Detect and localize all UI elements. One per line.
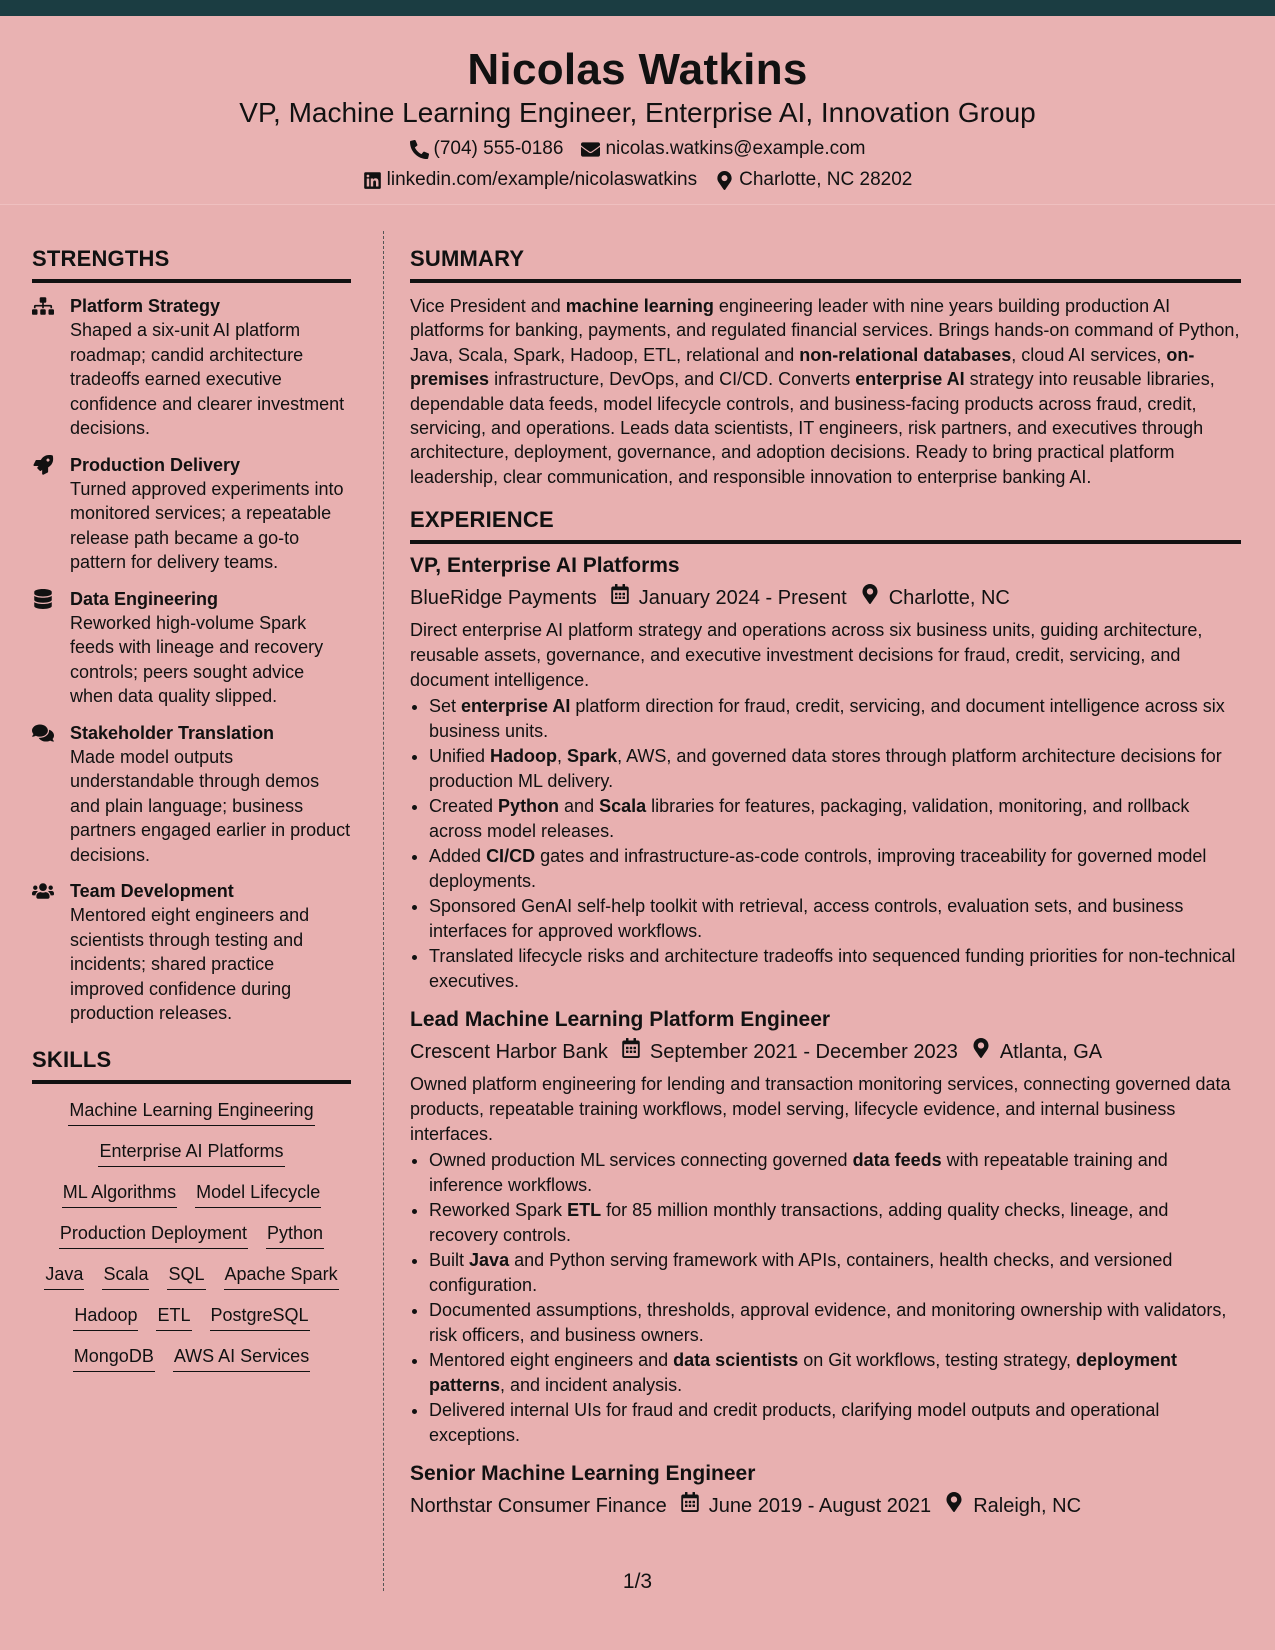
top-accent-bar [0,0,1275,16]
bold-keyword: enterprise AI [461,696,571,717]
map-pin-icon [861,584,879,611]
email-text: nicolas.watkins@example.com [605,138,866,159]
summary-text: Vice President and machine learning engineering leader with nine years building production AI platforms for banking, payments, and regulated financial services. Brings hands-on command of Python, Java, Scala, Spark, Hadoop, ETL, relational and non-relational databases, cloud AI services, on-premises infrastructure, DevOps, and CI/CD. Converts enterprise AI strategy into reusable libraries, dependable data feeds, model lifecycle controls, and business-facing products across fraud, credit, servicing, and operations. Leads data scientists, IT engineers, risk partners, and executives through architecture, deployment, governance, and adoption decisions. Ready to bring practical platform leadership, clear communication, and responsible innovation to enterprise banking AI. [410,296,1240,487]
job-title: VP, Enterprise AI Platforms [410,554,680,578]
location-contact [715,168,912,192]
company-name: Northstar Consumer Finance [410,1494,667,1517]
job-bullet: • Owned production ML services connecting governed data feeds with repeatable training and inference workflows. [429,1148,1241,1197]
left-column [32,245,351,1385]
bold-keyword: data feeds [852,1150,942,1171]
skill-tag: ETL [156,1303,191,1331]
skills-heading: SKILLS [32,1046,351,1084]
strength-item [32,721,351,868]
bold-keyword: ETL [567,1200,602,1221]
map-pin-icon [945,1492,963,1519]
map-pin-icon [715,171,734,190]
job-meta [410,584,1241,611]
calendar-icon [622,1038,640,1065]
job-entry [410,1006,1241,1447]
job-company [410,585,597,611]
skills-list [32,1098,351,1372]
bold-keyword: Hadoop [490,746,558,767]
job-meta [410,1492,1241,1519]
bold-keyword: Java [469,1250,510,1271]
skill-tag: Model Lifecycle [195,1180,321,1208]
skill-tag: MongoDB [73,1344,155,1372]
email-contact[interactable] [581,137,865,161]
phone-text: (704) 555-0186 [433,138,564,159]
skill-row [32,1180,351,1208]
job-bullet: • Delivered internal UIs for fraud and credit products, clarifying model outputs and operational exceptions. [429,1398,1241,1447]
job-meta [410,1038,1241,1065]
skill-tag: Hadoop [73,1303,138,1331]
skill-row [32,1344,351,1372]
right-column [410,245,1241,1532]
skill-tag: SQL [167,1262,205,1290]
skill-tag: Apache Spark [224,1262,339,1290]
skill-tag: AWS AI Services [173,1344,310,1372]
linkedin-contact[interactable] [363,168,697,192]
location-text: Charlotte, NC [888,586,1010,609]
job-dates [611,584,847,611]
bold-keyword: Spark [567,746,618,767]
skill-row [32,1139,351,1167]
bold-keyword: non-relational databases [799,344,1012,365]
candidate-title: VP, Machine Learning Engineer, Enterprise AI, Innovation Group [239,97,1036,128]
bold-keyword: deployment patterns [429,1350,1178,1395]
job-bullets [410,694,1241,993]
strength-description: Reworked high-volume Spark feeds with lineage and recovery controls; peers sought advice when data quality slipped. [70,612,324,706]
skill-tag: Machine Learning Engineering [68,1098,314,1126]
job-company [410,1039,608,1065]
bold-keyword: Python [498,796,560,817]
page-number: 1/3 [622,1570,653,1593]
strength-item [32,587,351,709]
skill-tag: Scala [102,1262,149,1290]
skill-row [32,1262,351,1290]
summary-heading: SUMMARY [410,245,1241,283]
job-bullet: • Documented assumptions, thresholds, approval evidence, and monitoring ownership with validators, risk officers, and business owners. [429,1298,1241,1347]
bold-keyword: on-premises [410,344,1195,390]
skill-tag: Java [44,1262,84,1290]
job-bullet: • Mentored eight engineers and data scientists on Git workflows, testing strategy, deployment patterns, and incident analysis. [429,1348,1241,1397]
job-bullets [410,1148,1241,1447]
skills-section [32,1046,351,1372]
sitemap-icon [32,294,56,441]
map-pin-icon [972,1038,990,1065]
strength-item [32,879,351,1026]
skill-tag: Enterprise AI Platforms [98,1139,284,1167]
contact-line-2 [0,168,1275,192]
job-description: Direct enterprise AI platform strategy and operations across six business units, guiding architecture, reusable assets, governance, and executive investment decisions for fraud, credit, servicing, and document intelligence. [410,620,1203,691]
strength-description: Mentored eight engineers and scientists through testing and incidents; shared practice improved confidence during production releases. [70,905,310,1023]
job-bullet: • Unified Hadoop, Spark, AWS, and governed data stores through platform architecture decisions for production ML delivery. [429,744,1241,793]
experience-heading: EXPERIENCE [410,506,1241,544]
strengths-heading: STRENGTHS [32,245,351,283]
strength-title: Stakeholder Translation [70,722,275,743]
envelope-icon [581,140,600,159]
strength-title: Production Delivery [70,454,241,475]
job-bullet: • Set enterprise AI platform direction for fraud, credit, servicing, and document intelligence across six business units. [429,694,1241,743]
dates-text: January 2024 - Present [638,586,847,609]
job-bullet: • Translated lifecycle risks and architecture tradeoffs into sequenced funding priorities for non-technical executives. [429,944,1241,993]
bold-keyword: machine learning [565,296,714,316]
skill-row [32,1221,351,1249]
linkedin-icon [363,171,382,190]
job-bullet: • Sponsored GenAI self-help toolkit with retrieval, access controls, evaluation sets, and business interfaces for approved workflows. [429,894,1241,943]
job-bullet: • Reworked Spark ETL for 85 million monthly transactions, adding quality checks, lineage, and recovery controls. [429,1198,1241,1247]
job-title: Senior Machine Learning Engineer [410,1462,756,1486]
bold-keyword: Scala [599,796,647,817]
job-dates [681,1492,931,1519]
job-location [861,584,1010,611]
strength-title: Data Engineering [70,588,219,609]
strength-title: Team Development [70,881,234,901]
strength-title: Platform Strategy [70,296,221,316]
skill-row [32,1098,351,1126]
strength-item [32,453,351,575]
location-text: Charlotte, NC 28202 [739,169,913,190]
bold-keyword: enterprise AI [855,369,965,390]
job-location [945,1492,1081,1519]
phone-contact[interactable] [410,137,564,161]
company-name: Crescent Harbor Bank [410,1040,608,1063]
rocket-icon [32,453,56,575]
comments-icon [32,721,56,868]
strength-description: Shaped a six-unit AI platform roadmap; candid architecture tradeoffs earned executive confidence and clearer investment decisions. [70,320,345,438]
job-title: Lead Machine Learning Platform Engineer [410,1008,831,1032]
bold-keyword: CI/CD [486,846,536,867]
job-bullet: • Built Java and Python serving framework with APIs, containers, health checks, and versioned configuration. [429,1248,1241,1297]
skill-tag: Python [266,1221,324,1249]
dates-text: June 2019 - August 2021 [708,1494,932,1517]
location-text: Atlanta, GA [999,1040,1103,1063]
job-bullet: • Created Python and Scala libraries for features, packaging, validation, monitoring, and rollback across model releases. [429,794,1241,843]
resume-header [0,16,1275,205]
contact-line-1 [0,137,1275,161]
experience-list [410,552,1241,1519]
skill-tag: Production Deployment [59,1221,248,1249]
job-location [972,1038,1102,1065]
skill-row [32,1303,351,1331]
dates-text: September 2021 - December 2023 [649,1040,958,1063]
skill-tag: PostgreSQL [210,1303,310,1331]
calendar-icon [681,1492,699,1519]
phone-icon [410,140,429,159]
strength-description: Made model outputs understandable through demos and plain language; business partners engaged earlier in product decisions. [70,746,351,865]
skill-tag: ML Algorithms [62,1180,177,1208]
job-entry [410,1460,1241,1519]
strength-item [32,294,351,441]
calendar-icon [611,584,629,611]
job-entry [410,552,1241,993]
location-text: Raleigh, NC [973,1494,1082,1517]
bold-keyword: data scientists [673,1350,799,1371]
strength-description: Turned approved experiments into monitored services; a repeatable release path became a go-to pattern for delivery teams. [70,478,344,572]
strengths-list [32,294,351,1026]
job-company [410,1493,667,1519]
database-icon [32,587,56,709]
company-name: BlueRidge Payments [410,586,597,609]
job-description: Owned platform engineering for lending and transaction monitoring services, connecting governed data products, repeatable training workflows, model serving, lifecycle evidence, and internal business interfaces. [410,1074,1231,1145]
candidate-name: Nicolas Watkins [467,45,808,94]
job-bullet: • Added CI/CD gates and infrastructure-as-code controls, improving traceability for governed model deployments. [429,844,1241,893]
linkedin-text: linkedin.com/example/nicolaswatkins [386,169,698,190]
job-dates [622,1038,958,1065]
users-icon [32,879,56,1026]
column-divider [383,231,384,1591]
